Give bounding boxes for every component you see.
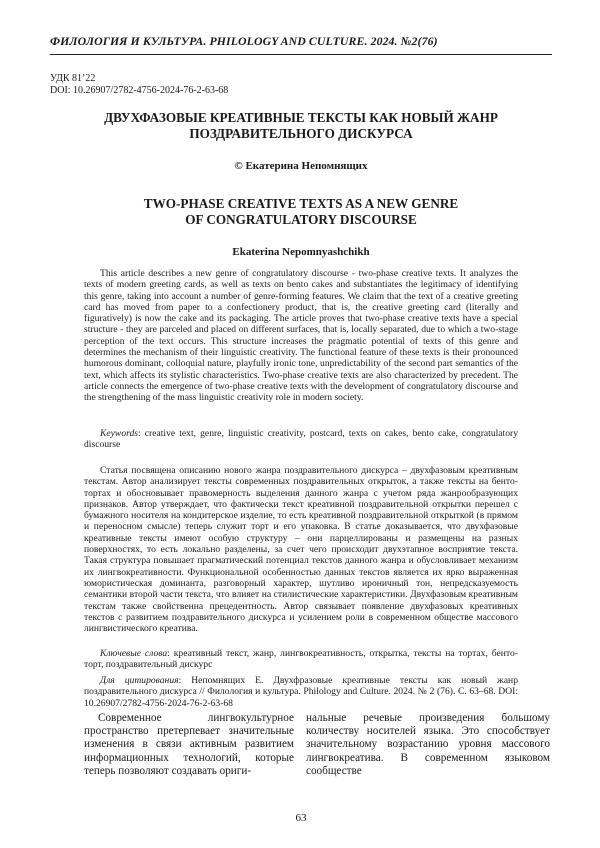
- author-english: Ekaterina Nepomnyashchikh: [232, 246, 370, 258]
- title-english-line-1: TWO-PHASE CREATIVE TEXTS AS A NEW GENRE: [143, 196, 459, 211]
- doi: DOI: 10.26907/2782-4756-2024-76-2-63-68: [50, 84, 229, 96]
- article-meta: [50, 73, 228, 96]
- title-english: [50, 196, 552, 228]
- keywords-russian-label: Ключевые слова: [100, 648, 168, 659]
- udk-code: УДК 81’22: [50, 73, 96, 84]
- keywords-english-label: Keywords: [100, 428, 139, 439]
- citation-text: : Непомнящих Е. Двухфразовые креативные тексты как новый жанр поздравительного дискурса // Филология и культура. Philology and Culture. 2024. № 2 (76). С. 63–68. DOI: 10.26907/2782-4756-2024-76-2-63-68: [84, 675, 518, 709]
- journal-header: ФИЛОЛОГИЯ И КУЛЬТУРА. PHILOLOGY AND CULTURE. 2024. №2(76): [50, 34, 438, 48]
- title-russian-line-2: ПОЗДРАВИТЕЛЬНОГО ДИСКУРСА: [189, 126, 413, 141]
- citation-label: Для цитирования: [100, 675, 179, 686]
- abstract-russian: Статья посвящена описанию нового жанра поздравительного дискурса – двухфазовым креативным текстам. Автор анализирует тексты современных поздравительных открыток, а также тексты на бенто-тортах и обосновывает правомерность выделения данного жанра с учетом ряда жанрообразующих признаков. Автор утверждает, что фактически текст креативной поздравительной открытки перешел с бумажного носителя на кондитерское изделие, то есть креативной поздравительной открыткой (в прямом и переносном смысле) теперь служит торт и его упаковка. В статье доказывается, что двухфазовые креативные тексты имеют особую структуру – они парцеллированы и размещены на разных поверхностях, то есть локально разделены, за счет чего происходит двухэтапное восприятие текста. Такая структура повышает прагматический потенциал текстов данного жанра и обусловливает механизм их лингвокреативности. Функциональной особенностью данных текстов является их ярко выраженная юмористическая доминанта, разговорный характер, шутливо ироничный тон, непредсказуемость семантики второй части текста, что влияет на стилистические характеристики. Двухфазовым креативным текстам также свойственна прецедентность. Автор связывает появление двухфазовых креативных текстов с развитием поздравительного дискурса и усилением роли в современном обществе массового лингвистического креатива.: [84, 465, 518, 635]
- author-russian: © Екатерина Непомнящих: [234, 160, 368, 172]
- body-column-left: Современное лингвокультурное пространство претерпевает значительные изменения в связи активным развитием информационных технологий, которые теперь позволяют создавать ориги-: [84, 712, 294, 777]
- citation: [84, 675, 518, 709]
- body-column-right: нальные речевые произведения большому количеству носителей языка. Это способствует значительному возрастанию уровня массового лингвокреатива. В современном языковом сообществе: [306, 712, 550, 777]
- keywords-english-text: : creative text, genre, linguistic creativity, postcard, texts on cakes, bento cake, congratulatory discourse: [84, 428, 518, 451]
- keywords-russian: [84, 648, 518, 671]
- title-english-line-2: OF CONGRATULATORY DISCOURSE: [185, 212, 417, 227]
- abstract-english: This article describes a new genre of congratulatory discourse - two-phase creative texts. It analyzes the texts of modern greeting cards, as well as texts on bento cakes and substantiates the legitimacy of identifying this genre, taking into account a number of genre-forming features. We claim that the text of a creative greeting card has moved from paper to a confectionery product, that is, the creative greeting card (literally and figuratively) is now the cake and its packaging. The article proves that two-phase creative texts have a special structure - they are parceled and placed on different surfaces, that is, locally separated, due to which a two-stage perception of the text occurs. This structure increases the pragmatic potential of texts of this genre and determines the mechanism of their linguistic creativity. The functional feature of these texts is their pronounced humorous dominant, colloquial nature, playfully ironic tone, unpredictability of the second part semantics of the text, which affects its stylistic characteristics. Two-phase creative texts are also characterized by precedent. The article connects the emergence of two-phase creative texts with the development of congratulatory discourse and the strengthening of the mass linguistic creativity role in modern society.: [84, 268, 518, 404]
- title-russian: [50, 110, 552, 142]
- keywords-english: [84, 428, 518, 451]
- header-rule: [50, 54, 552, 55]
- title-russian-line-1: ДВУХФАЗОВЫЕ КРЕАТИВНЫЕ ТЕКСТЫ КАК НОВЫЙ ЖАНР: [104, 110, 498, 125]
- page-number: 63: [295, 812, 307, 824]
- keywords-russian-text: : креативный текст, жанр, лингвокреативность, открытка, тексты на тортах, бенто-торт, поздравительный дискурс: [84, 648, 518, 671]
